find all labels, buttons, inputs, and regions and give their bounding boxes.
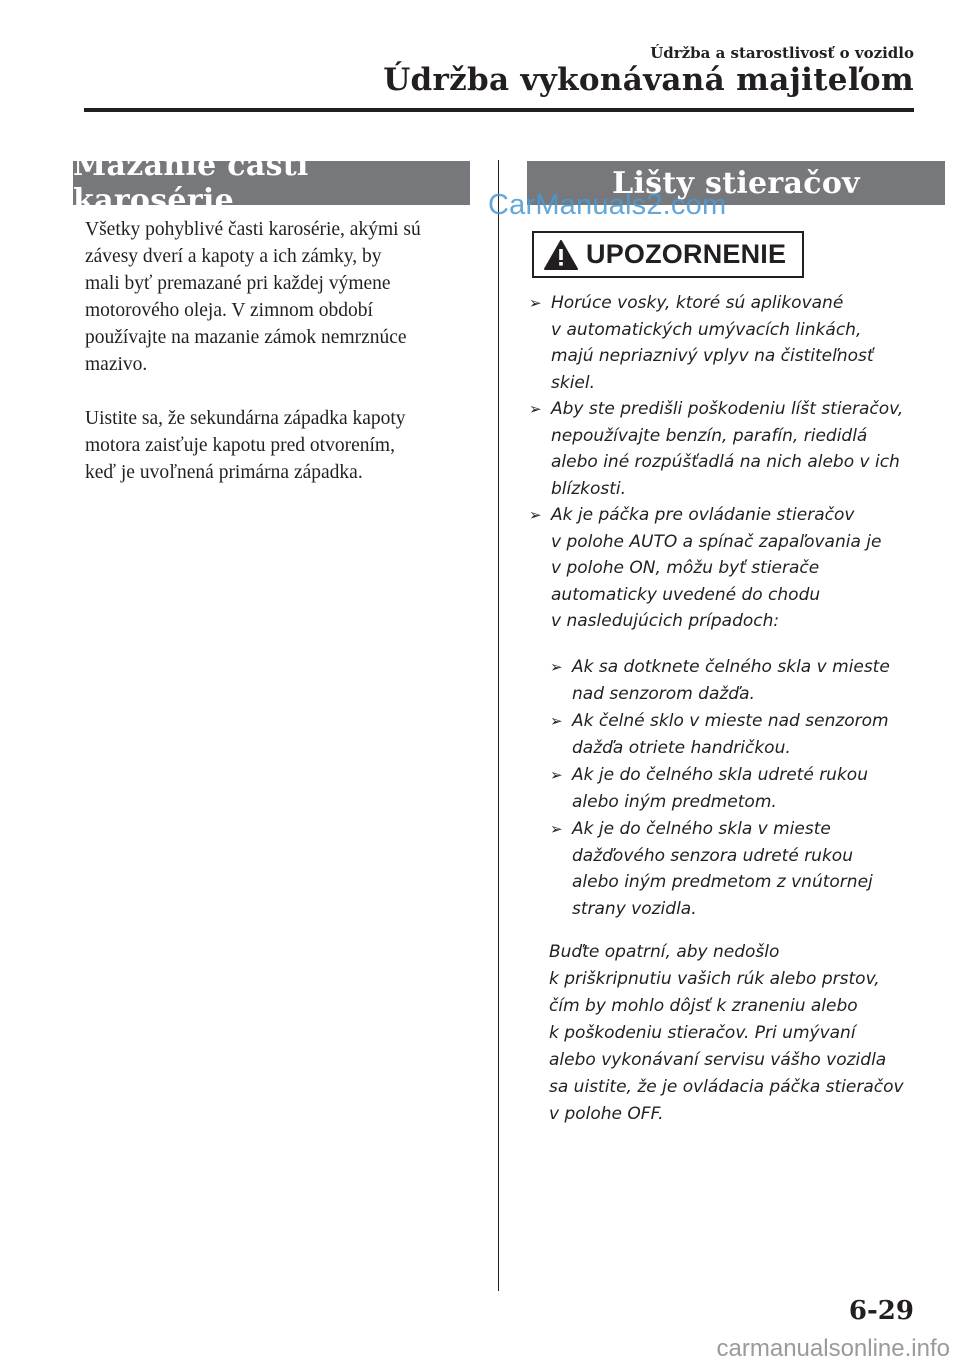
footer-watermark[interactable]: carmanualsonline.info (716, 1335, 950, 1362)
list-item (529, 290, 903, 396)
text-line: automaticky uvedené do chodu (551, 584, 821, 605)
section-heading-wipers: Lišty stieračov (527, 161, 945, 205)
arrow-bullet-icon: ➢ (529, 400, 542, 418)
text-line: alebo iné rozpúšťadlá na nich alebo v ich (551, 452, 900, 472)
text-line: sa uistite, že je ovládacia páčka stieračov (549, 1077, 904, 1097)
column-divider (498, 160, 499, 1291)
sub-list-item (550, 654, 890, 707)
text-line: strany vozidla. (572, 898, 697, 919)
text-line: Ak je páčka pre ovládanie stieračov (551, 505, 855, 525)
text-line: čím by mohlo dôjsť k zraneniu alebo (549, 996, 858, 1016)
sub-list-item (550, 816, 890, 922)
text-line: Uistite sa, že sekundárna západka kapoty (85, 408, 406, 429)
arrow-bullet-icon: ➢ (550, 820, 563, 838)
arrow-bullet-icon: ➢ (550, 658, 563, 676)
text-line: Aby ste predišli poškodeniu líšt stieračov, (551, 399, 904, 419)
text-line: dažďa otriete handričkou. (572, 737, 791, 758)
text-line: dažďového senzora udreté rukou (572, 845, 853, 866)
text-line: majú nepriaznivý vplyv na čistiteľnosť (551, 346, 874, 366)
text-line: v nasledujúcich prípadoch: (551, 611, 780, 631)
caution-label: UPOZORNENIE (586, 239, 787, 269)
text-line: Ak sa dotknete čelného skla v mieste (572, 657, 890, 677)
text-line: v polohe OFF. (549, 1104, 664, 1124)
text-line: skiel. (551, 372, 596, 393)
text-line: Horúce vosky, ktoré sú aplikované (551, 293, 844, 313)
caution-box (532, 231, 804, 278)
text-line: motorového oleja. V zimnom období (85, 300, 373, 321)
sub-list-item (550, 708, 890, 761)
text-line: k poškodeniu stieračov. Pri umývaní (549, 1023, 856, 1043)
arrow-bullet-icon: ➢ (550, 712, 563, 730)
caution-list (529, 290, 903, 635)
text-line: závesy dverí a kapoty a ich zámky, by (85, 246, 382, 267)
lubrication-paragraph-2 (85, 405, 480, 486)
text-line: Všetky pohyblivé časti karosérie, akými sú (85, 219, 421, 240)
list-item (529, 396, 903, 502)
section-heading-lubrication: Mazanie častí karosérie (73, 161, 470, 205)
lubrication-paragraph-1 (85, 216, 480, 378)
header-title: Údržba vykonávaná majiteľom (383, 62, 914, 98)
arrow-bullet-icon: ➢ (529, 294, 542, 312)
text-line: Ak je do čelného skla v mieste (572, 819, 831, 839)
text-line: motora zaisťuje kapotu pred otvorením, (85, 435, 395, 456)
sub-list (550, 654, 890, 922)
text-line: Ak je do čelného skla udreté rukou (572, 765, 868, 785)
header-rule (84, 108, 914, 112)
text-line: k priškripnutiu vašich rúk alebo prstov, (549, 969, 880, 989)
text-line: v automatických umývacích linkách, (551, 319, 862, 340)
text-line: mali byť premazané pri každej výmene (85, 273, 391, 294)
header-subtitle: Údržba a starostlivosť o vozidlo (650, 44, 914, 62)
text-line: Ak čelné sklo v mieste nad senzorom (572, 711, 889, 731)
text-line: používajte na mazanie zámok nemrznúce (85, 327, 407, 348)
text-line: v polohe AUTO a spínač zapaľovania je (551, 531, 882, 552)
text-line: nepoužívajte benzín, parafín, riedidlá (551, 425, 868, 446)
page-number: 6-29 (848, 1296, 914, 1326)
text-line: alebo iným predmetom z vnútornej (572, 872, 873, 892)
text-line: keď je uvoľnená primárna západka. (85, 462, 363, 483)
list-item (529, 502, 903, 635)
text-line: nad senzorom dažďa. (572, 683, 755, 704)
text-line: blízkosti. (551, 478, 627, 499)
arrow-bullet-icon: ➢ (529, 506, 542, 524)
text-line: alebo iným predmetom. (572, 791, 777, 812)
text-line: Buďte opatrní, aby nedošlo (549, 942, 780, 962)
text-line: mazivo. (85, 354, 148, 375)
text-line: v polohe ON, môžu byť stierače (551, 558, 820, 578)
arrow-bullet-icon: ➢ (550, 766, 563, 784)
sub-list-item (550, 762, 890, 815)
site-watermark[interactable]: CarManuals2.com (488, 189, 727, 221)
caution-note (549, 939, 904, 1128)
text-line: alebo vykonávaní servisu vášho vozidla (549, 1050, 887, 1070)
warning-triangle-icon (544, 240, 578, 270)
